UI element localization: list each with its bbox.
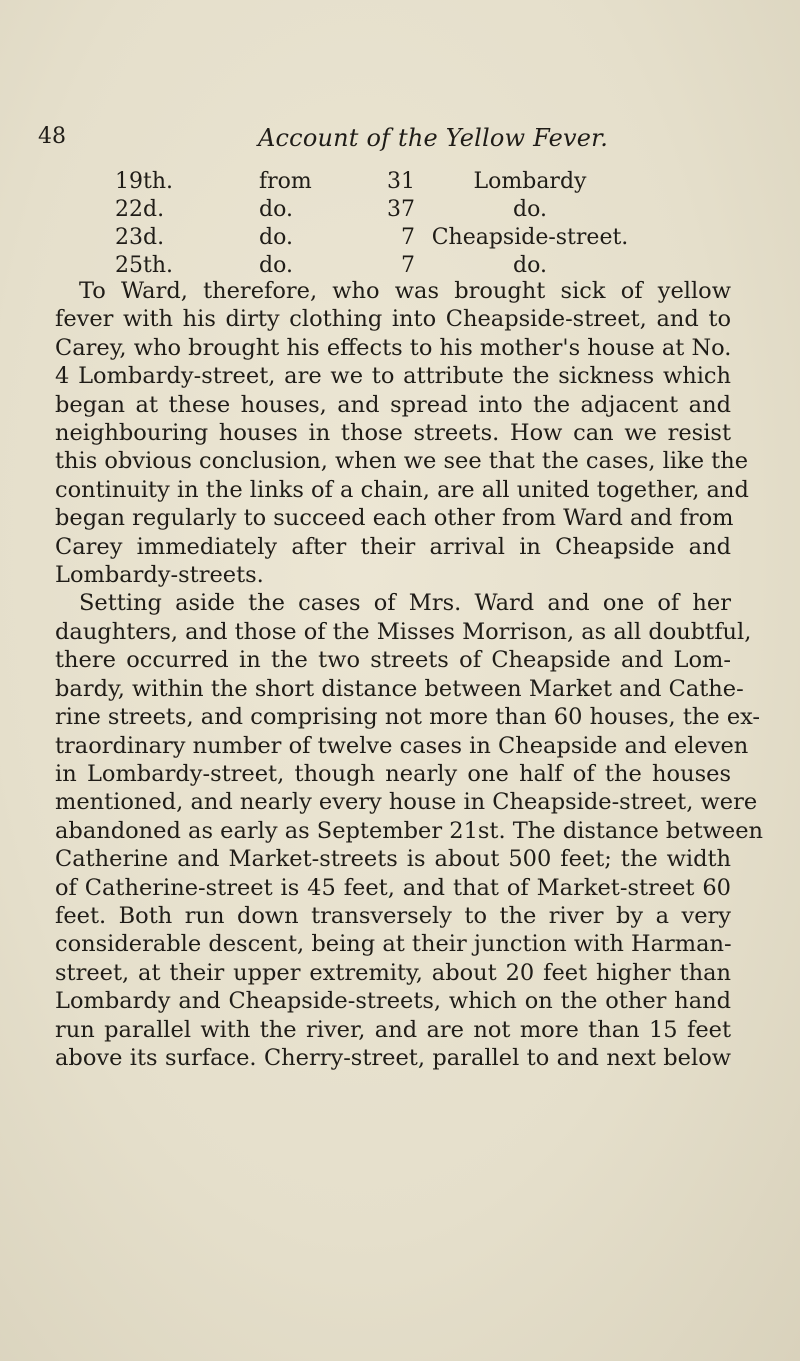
text-line: this obvious conclusion, when we see that the cases, like the <box>55 448 749 475</box>
case-date: 25th. <box>115 253 173 278</box>
text-line: continuity in the links of a chain, are all united together, and <box>55 476 749 503</box>
text-line: traordinary number of twelve cases in Cheapside and eleven <box>55 732 749 759</box>
table-row <box>115 252 645 280</box>
text-line: Carey immediately after their arrival in Cheapside and <box>55 533 731 560</box>
case-from: do. <box>259 225 293 250</box>
text-line: of Catherine-street is 45 feet, and that of Market-street 60 <box>55 874 731 901</box>
text-line: 4 Lombardy-street, are we to attribute the sickness which <box>55 363 731 390</box>
text-line: Setting aside the cases of Mrs. Ward and one of her <box>79 590 731 617</box>
case-house-number: 31 <box>387 169 415 194</box>
text-line: neighbouring houses in those streets. How can we resist <box>55 420 731 447</box>
case-date: 23d. <box>115 225 165 250</box>
text-line: considerable descent, being at their junction with Harman- <box>55 931 732 958</box>
text-line: rine streets, and comprising not more than 60 houses, the ex- <box>55 704 761 731</box>
text-line: began regularly to succeed each other from Ward and from <box>55 505 734 532</box>
case-date: 19th. <box>115 169 173 194</box>
text-line: Lombardy and Cheapside-streets, which on the other hand <box>55 988 731 1015</box>
case-house-number: 7 <box>401 225 415 250</box>
running-title: Account of the Yellow Fever. <box>258 124 609 152</box>
text-line: Lombardy-streets. <box>55 562 264 589</box>
case-house-number: 7 <box>401 253 415 278</box>
table-row <box>115 196 645 224</box>
text-line: To Ward, therefore, who was brought sick of yellow <box>79 278 731 304</box>
case-street: Cheapside-street. <box>431 225 629 250</box>
case-from: do. <box>259 197 293 222</box>
text-line: Carey, who brought his effects to his mother's house at No. <box>55 334 732 361</box>
text-line: Catherine and Market-streets is about 500 feet; the width <box>55 846 731 873</box>
text-line: run parallel with the river, and are not more than 15 feet <box>55 1016 731 1043</box>
page-header <box>0 124 800 158</box>
text-line: mentioned, and nearly every house in Cheapside-street, were <box>55 789 758 816</box>
page-number: 48 <box>38 124 66 149</box>
table-row <box>115 224 645 252</box>
text-line: there occurred in the two streets of Cheapside and Lom- <box>55 647 731 674</box>
case-street: Lombardy <box>473 169 587 194</box>
text-line: bardy, within the short distance between Market and Cathe- <box>55 675 744 702</box>
case-street: do. <box>513 197 547 222</box>
case-from: from <box>259 169 312 194</box>
text-line: street, at their upper extremity, about 20 feet higher than <box>55 959 731 986</box>
text-line: fever with his dirty clothing into Cheapside-street, and to <box>55 306 731 333</box>
case-street: do. <box>513 253 547 278</box>
body-text <box>55 277 764 1072</box>
text-line: daughters, and those of the Misses Morrison, as all doubtful, <box>55 618 752 645</box>
text-line: above its surface. Cherry-street, parallel to and next below <box>55 1044 731 1071</box>
case-table <box>115 168 645 280</box>
text-line: feet. Both run down transversely to the river by a very <box>55 902 731 929</box>
case-date: 22d. <box>115 197 165 222</box>
text-line: abandoned as early as September 21st. The distance between <box>55 817 764 844</box>
text-line: began at these houses, and spread into the adjacent and <box>55 391 731 418</box>
case-house-number: 37 <box>387 197 415 222</box>
case-from: do. <box>259 253 293 278</box>
table-row <box>115 168 645 196</box>
text-line: in Lombardy-street, though nearly one half of the houses <box>55 760 731 787</box>
